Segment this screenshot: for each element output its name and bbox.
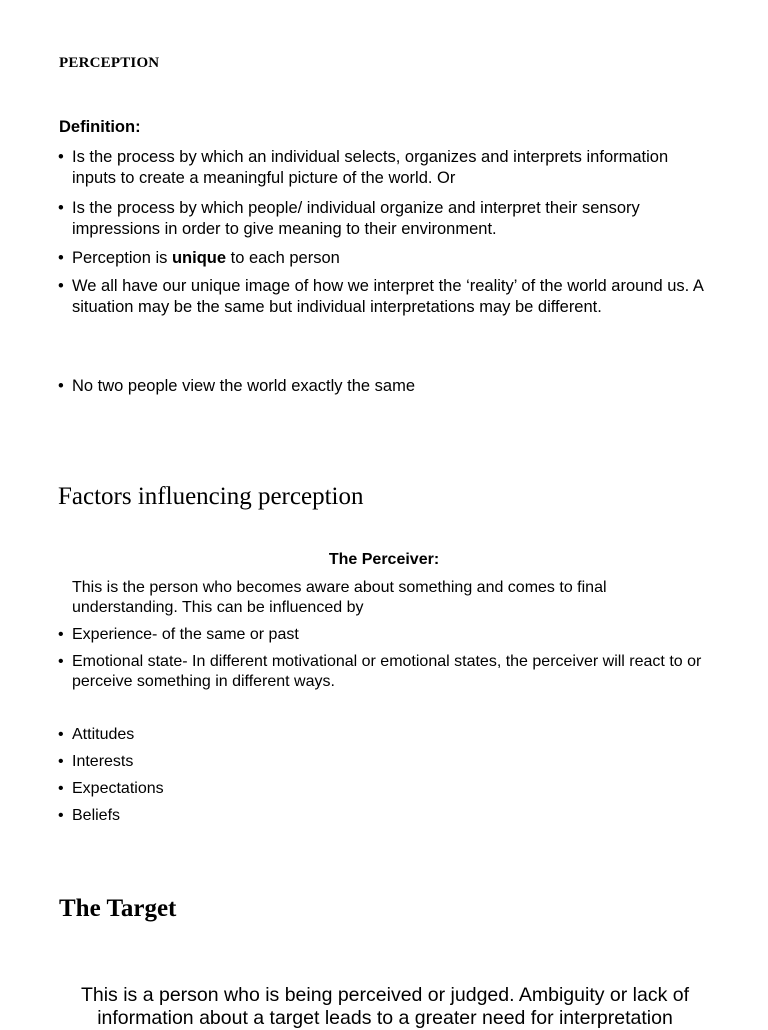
bullet-marker: • [58,753,64,770]
bullet-text: We all have our unique image of how we interpret the ‘reality’ of the world around us. A situation may be the same but individual interpretations may be different. [72,277,704,316]
bullet-text: Expectations [72,780,164,797]
bullet-text: Beliefs [72,807,121,824]
definition-bullet [58,276,708,318]
definition-bullet [58,376,708,397]
bullet-marker: • [58,653,64,670]
document-title: PERCEPTION [59,55,160,71]
unique-before: Perception is [72,249,172,267]
perceiver-intro: This is the person who becomes aware about something and comes to final understanding. This can be influenced by [72,579,607,616]
bullet-marker: • [58,726,64,743]
bullet-text: No two people view the world exactly the same [72,377,416,395]
factors-heading: Factors influencing perception [58,483,364,510]
bullet-marker: • [58,807,64,824]
bullet-text: Is the process by which people/ individual organize and interpret their sensory impressions in order to give meaning to their environment. [72,199,640,238]
unique-after: to each person [226,249,340,267]
bullet-marker: • [58,780,64,797]
bullet-marker: • [58,377,64,395]
perceiver-bullet [58,652,708,692]
definition-label: Definition: [59,118,141,136]
perceiver-bullet [58,725,708,745]
bullet-marker: • [58,626,64,643]
definition-bullet [58,198,708,240]
bullet-text: Experience- of the same or past [72,626,299,643]
perceiver-bullet [58,625,708,645]
target-heading: The Target [59,895,177,922]
perceiver-bullet [58,779,708,799]
bullet-marker: • [58,249,64,267]
bullet-marker: • [58,148,64,166]
bullet-text: Interests [72,753,134,770]
perceiver-heading: The Perceiver: [328,551,440,568]
bullet-text: Emotional state- In different motivational or emotional states, the perceiver will react to or perceive something in different ways. [72,653,702,690]
bullet-marker: • [58,277,64,295]
unique-bold: unique [171,249,227,267]
bullet-text: Is the process by which an individual selects, organizes and interprets information inputs to create a meaningful picture of the world. Or [72,148,669,187]
bullet-text [72,248,708,269]
definition-bullet [58,147,708,189]
perceiver-bullet [58,806,708,826]
definition-bullet [58,248,708,269]
target-text: This is a person who is being perceived or judged. Ambiguity or lack of information about a target leads to a greater need for interpretation [80,984,690,1029]
perceiver-bullet [58,752,708,772]
bullet-marker: • [58,199,64,217]
bullet-text: Attitudes [72,726,135,743]
